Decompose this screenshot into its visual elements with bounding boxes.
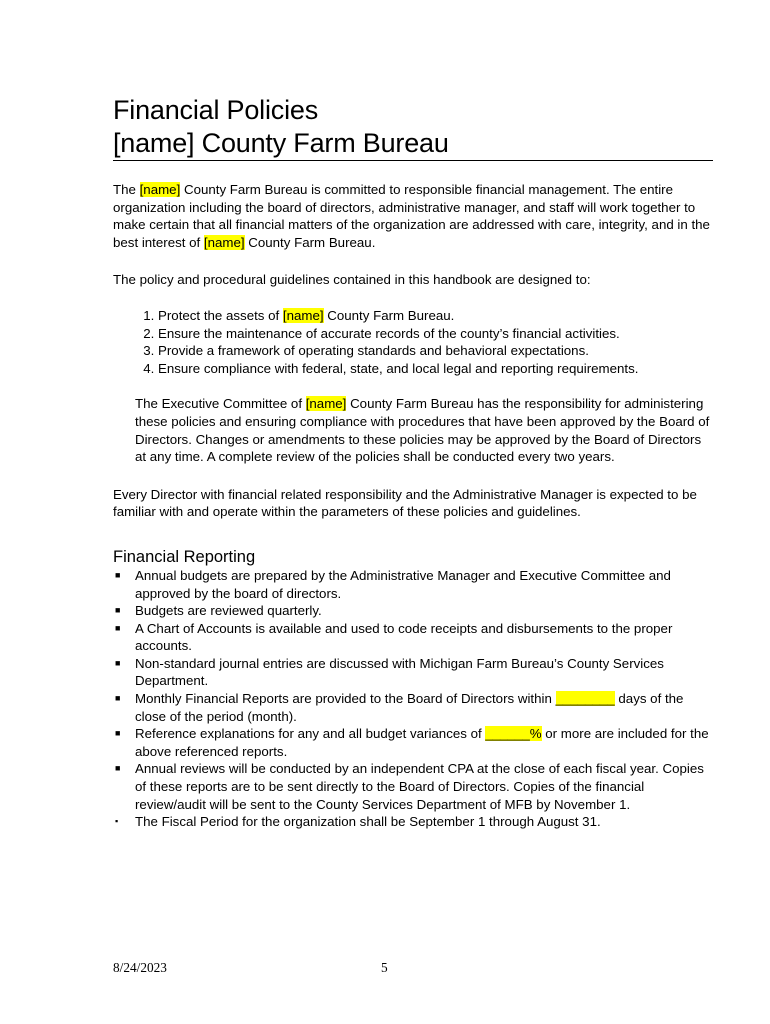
bullet-text: Budgets are reviewed quarterly. xyxy=(135,603,322,619)
square-bullet-icon: ■ xyxy=(115,728,121,739)
document-title xyxy=(113,94,713,161)
purpose-text: Protect the assets of xyxy=(158,307,283,323)
intro-paragraph xyxy=(113,181,713,251)
footer-date: 8/24/2023 xyxy=(113,960,167,975)
name-placeholder-highlight: [name] xyxy=(305,396,347,412)
list-item xyxy=(113,602,713,620)
bullet-text: Annual budgets are prepared by the Administrative Manager and Executive Committee and approved by the board of directors. xyxy=(135,567,671,601)
list-item xyxy=(158,307,713,325)
square-bullet-icon: ■ xyxy=(115,569,121,580)
purpose-list xyxy=(113,307,713,377)
name-placeholder-highlight: [name] xyxy=(282,307,324,323)
bullet-text: The Fiscal Period for the organization shall be September 1 through August 31. xyxy=(135,814,601,830)
list-item: 3. Provide a framework of operating standards and behavioral expectations. xyxy=(158,342,713,360)
bullet-text: Monthly Financial Reports are provided to the Board of Directors within xyxy=(135,691,556,707)
financial-reporting-heading: Financial Reporting xyxy=(113,547,256,566)
list-item xyxy=(113,690,713,725)
variance-percent-blank-field[interactable]: ______% xyxy=(485,726,542,742)
list-item: 2. Ensure the maintenance of accurate records of the county’s financial activities. xyxy=(158,325,713,343)
days-blank-field[interactable]: ________ xyxy=(555,691,615,707)
list-item xyxy=(113,813,713,831)
purpose-text: County Farm Bureau. xyxy=(323,307,455,323)
intro-text-2: County Farm Bureau is committed to responsible financial management. The entire organization including the board of directors, administrative manager, and staff will work together to make certain that all financial matters of the organization are addressed with care, integrity, and in the best interest of xyxy=(113,182,710,250)
executive-committee-paragraph xyxy=(135,395,713,465)
purpose-intro-paragraph: The policy and procedural guidelines contained in this handbook are designed to: xyxy=(113,272,591,288)
name-placeholder-highlight: [name] xyxy=(139,182,181,197)
square-bullet-icon: ■ xyxy=(115,622,121,633)
name-placeholder-highlight: [name] xyxy=(203,234,245,250)
intro-text-3: County Farm Bureau. xyxy=(244,234,376,250)
financial-reporting-list xyxy=(113,567,713,831)
square-bullet-icon: ■ xyxy=(115,693,121,704)
executive-text-1: The Executive Committee of xyxy=(135,396,306,412)
title-line-1: Financial Policies xyxy=(113,95,318,125)
executive-text-2: County Farm Bureau has the responsibility for administering these policies and ensuring compliance with procedures that have been approved by the Board of Directors. Changes or amendments to these policies may be approved by the Board of Directors at any time. A complete review of the policies shall be conducted every two years. xyxy=(135,396,710,465)
list-item xyxy=(113,760,713,813)
bullet-text: Reference explanations for any and all budget variances of xyxy=(135,726,486,742)
list-item xyxy=(113,725,713,760)
square-bullet-icon: ■ xyxy=(115,605,121,616)
list-item xyxy=(113,620,713,655)
bullet-text: Non-standard journal entries are discussed with Michigan Farm Bureau’s County Services Department. xyxy=(135,655,664,689)
bullet-text: Annual reviews will be conducted by an independent CPA at the close of each fiscal year. Copies of these reports are to be sent directly to the Board of Directors. Copies of the financial review/audit will be sent to the County Services Department of MFB by November 1. xyxy=(135,761,704,812)
list-item xyxy=(113,567,713,602)
list-item: 4. Ensure compliance with federal, state, and local legal and reporting requirements. xyxy=(158,360,713,378)
bullet-text: days of the close of the period (month). xyxy=(135,691,684,724)
intro-text-1: The xyxy=(113,182,140,197)
directors-paragraph: Every Director with financial related responsibility and the Administrative Manager is expected to be familiar with and operate within the parameters of these policies and guidelines. xyxy=(113,486,697,520)
title-line-2: [name] County Farm Bureau xyxy=(113,127,713,161)
page-number: 5 xyxy=(381,960,388,975)
square-bullet-icon: ■ xyxy=(115,657,121,668)
bullet-text: or more are included for the above referenced reports. xyxy=(135,726,709,759)
page-content xyxy=(113,94,713,831)
bullet-text: A Chart of Accounts is available and used to code receipts and disbursements to the proper accounts. xyxy=(135,620,673,654)
square-bullet-icon: ■ xyxy=(115,763,121,774)
square-bullet-icon: ▪ xyxy=(115,816,119,827)
list-item xyxy=(113,655,713,690)
